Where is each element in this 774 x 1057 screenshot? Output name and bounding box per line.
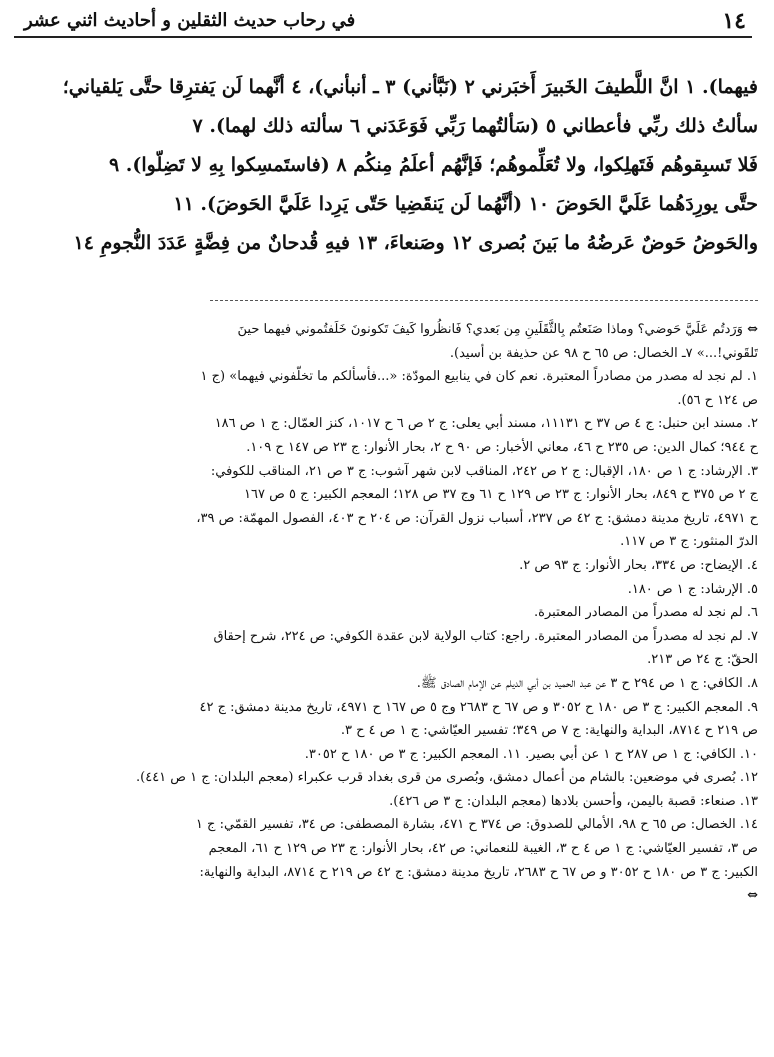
- footnote-line: ح ٤٩٧١، تاريخ مدينة دمشق: ج ٤٢ ص ٢٣٧، أسباب نزول القرآن: ص ٢٠٤ ح ٤٠٣، الفصول المهمّة: ص ٣٩،: [196, 510, 758, 526]
- footnote-line: ٣. الإرشاد: ج ١ ص ١٨٠، الإقبال: ج ٢ ص ٢٤٢، المناقب لابن شهر آشوب: ج ٣ ص ٢١، المناقب للكوفي:: [210, 463, 758, 479]
- footnote-line: ١٠. الكافي: ج ١ ص ٢٨٧ ح ١ عن أبي بصير. ١١. المعجم الكبير: ج ٣ ص ١٨٠ ح ٣٠٥٢.: [304, 746, 758, 762]
- footnote-line: ص ١٢٤ ح ٥٦).: [677, 392, 758, 408]
- footnote-line: ١. لم نجد له مصدر من مصادراً المعتبرة. نعم كان في ينابيع المودّة: «...فأسألكم ما تخلّفوني فيهما» (ج ١: [200, 369, 758, 385]
- footnote-line: ٧. لم نجد له مصدراً من المصادر المعتبرة. راجع: كتاب الولاية لابن عقدة الكوفي: ص ٢٢٤، شرح إحقاق: [213, 628, 758, 644]
- footnote-line: تَلقَوني!...» ٧ـ الخصال: ص ٦٥ ح ٩٨ عن حذيفة بن أسيد).: [449, 345, 758, 361]
- footnote-line: ١٢. بُصرى في موضعين: بالشام من أعمال دمشق، وبُصرى من قرى بغداد قرب عكبراء (معجم البلدان: ج ١ ص ٤٤١).: [136, 770, 758, 786]
- footnote-line: ص ٣، تفسير العيّاشي: ج ١ ص ٤ ح ٣، الغيبة للنعماني: ص ٤٢، بحار الأنوار: ج ٢٣ ص ١٢٩ ح ٦١، المعجم: [208, 841, 758, 857]
- footnote-line: ٦. لم نجد له مصدراً من المصادر المعتبرة.: [534, 605, 758, 621]
- running-title: في رحاب حديث الثقلين و أحاديث اثني عشر: [24, 10, 356, 31]
- footnote-line: ص ٢١٩ ح ٨٧١٤، البداية والنهاية: ج ٧ ص ٣٤٩؛ تفسير العيّاشي: ج ١ ص ٤ ح ٣.: [340, 723, 758, 739]
- footnote-line: ٤. الإيضاح: ص ٣٣٤، بحار الأنوار: ج ٩٣ ص ٢.: [519, 557, 758, 573]
- footnote-line: ح ٩٤٤؛ كمال الدين: ص ٢٣٥ ح ٤٦، معاني الأخبار: ص ٩٠ ح ٢، بحار الأنوار: ج ٢٣ ص ١٤٧ ح ١٠٩.: [246, 439, 758, 455]
- main-text-line: سألتُ ذلك ربِّي فأعطاني ٥ (سَألتُهما رَبِّي فَوَعَدَني ٦ سألته ذلك لهما). ٧: [192, 115, 758, 137]
- footnote-line: ١٤. الخصال: ص ٦٥ ح ٩٨، الأمالي للصدوق: ص ٣٧٤ ح ٤٧١، بشارة المصطفى: ص ٣٤، تفسير القمّي: ج ١: [195, 817, 758, 833]
- page-number: ١٤: [722, 8, 746, 34]
- footnote-line: الكبير: ج ٣ ص ١٨٠ ح ٣٠٥٢ و ص ٦٧ ح ٢٦٨٣، تاريخ مدينة دمشق: ج ٤٢ ص ٢١٩ ح ٨٧١٤، البداية والنهاية:: [199, 864, 758, 880]
- page-header: [14, 6, 752, 38]
- continuation-arrow-icon: ⇔: [747, 322, 758, 337]
- footnote-line: [14, 318, 758, 342]
- footnote-line: الدرّ المنثور: ج ٣ ص ١١٧.: [620, 534, 758, 550]
- footnote-line: [14, 884, 758, 908]
- continuation-arrow-icon: ⇔: [747, 888, 758, 904]
- footnote-line: ١٣. صنعاء: قصبة باليمن، وأحسن بلادها (معجم البلدان: ج ٣ ص ٤٢٦).: [389, 793, 758, 809]
- footnote-line: ٩. المعجم الكبير: ج ٣ ص ١٨٠ ح ٣٠٥٢ و ص ٦٧ ح ٢٦٨٣ وج ٥ ص ١٦٧ ح ٤٩٧١، تاريخ مدينة دمشق: ج ٤٢: [199, 699, 758, 715]
- footnote-separator: [210, 300, 758, 301]
- footnote-line: ٨. الكافي: ج ١ ص ٢٩٤ ح ٣ عن عبد الحميد بن أبي الديلم عن الإمام الصادق ﷺ.: [416, 675, 758, 691]
- main-text-line: والحَوضُ حَوضٌ عَرضُهُ ما بَينَ بُصرى ١٢ وصَنعاءَ، ١٣ فيهِ قُدحانٌ من فِضَّةٍ عَدَدَ النُّجومِ ١٤: [73, 232, 758, 254]
- footnote-line: ٥. الإرشاد: ج ١ ص ١٨٠.: [627, 581, 758, 597]
- footnotes: [14, 318, 758, 908]
- footnote-text: وَرَدتُم عَلَيَّ حَوضي؟ وماذا صَنَعتُم بِالثَّقَلَينِ مِن بَعدي؟ فَانظُروا كَيفَ تَكونونَ خَلَفتُموني فيهما حينَ: [237, 322, 743, 337]
- footnote-line: الحقّ: ج ٢٤ ص ٢١٣.: [647, 652, 758, 668]
- footnote-line: ج ٢ ص ٣٧٥ ح ٨٤٩، بحار الأنوار: ج ٢٣ ص ١٢٩ ح ٦١ وج ٣٧ ص ١٢٨؛ المعجم الكبير: ج ٥ ص ١٦٧: [244, 487, 758, 503]
- main-text-line: فَلا تَسبِقوهُم فَتَهلِكوا، ولا تُعَلِّموهُم؛ فَإنَّهُم أعلَمُ مِنكُم ٨ (فاستَمسِكوا بِهِ لا تَضِلّوا). ٩: [108, 154, 758, 176]
- main-text: [22, 68, 758, 263]
- footnote-line: ٢. مسند ابن حنبل: ج ٤ ص ٣٧ ح ١١١٣١، مسند أبي يعلى: ج ٢ ص ٦ ح ١٠١٧، كنز العمّال: ج ١ ص ١٨٦: [214, 416, 758, 432]
- main-text-line: فيهما). ١ انَّ اللَّطيفَ الخَبيرَ أَخبَرني ٢ (نَبَّأني) ٣ ـ أنبأني)، ٤ أنَّهما لَن يَفترِقا حتَّى يَلقياني؛: [62, 76, 758, 98]
- main-text-line: حتَّى يورِدَهُما عَلَيَّ الحَوضَ ١٠ (أنَّهُما لَن يَنقَضِيا حَتّى يَرِدا عَلَيَّ الحَوضَ). ١١: [173, 193, 758, 215]
